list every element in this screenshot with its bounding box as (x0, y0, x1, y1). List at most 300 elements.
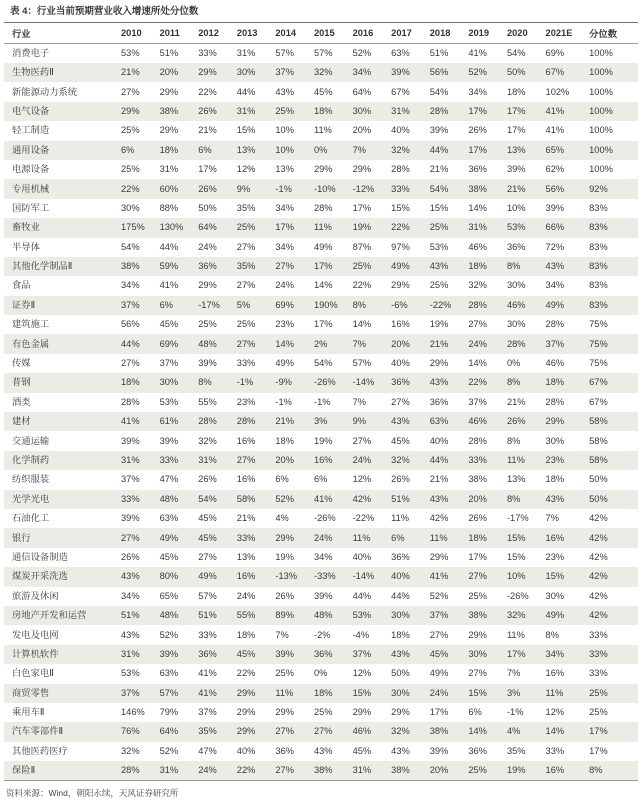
percentile-cell: 17% (589, 726, 608, 737)
growth-rate-cell: 39% (198, 358, 217, 369)
growth-rate-cell: 23% (545, 455, 565, 465)
growth-rate-cell: 55% (236, 610, 256, 621)
growth-rate-cell: 41% (198, 668, 217, 679)
growth-rate-cell: -4% (352, 629, 370, 640)
growth-rate-cell: 29% (391, 280, 410, 291)
growth-rate-cell: 19% (500, 761, 539, 781)
growth-rate-cell: 23% (545, 551, 565, 562)
growth-rate-cell: -22% (352, 513, 375, 524)
growth-rate-cell: 14% (545, 726, 565, 737)
table-row (4, 121, 638, 140)
growth-rate-cell: 34% (545, 648, 565, 659)
growth-rate-cell: 11% (313, 125, 332, 136)
industry-cell: 普钢 (12, 377, 31, 388)
column-header-year: 2019 (461, 23, 500, 44)
growth-rate-cell: 25% (429, 222, 449, 233)
growth-rate-cell: 46% (468, 416, 487, 427)
growth-rate-cell: 29% (159, 125, 179, 136)
column-header-year: 2015 (307, 23, 346, 44)
growth-rate-cell: 44% (352, 590, 372, 601)
growth-rate-cell: 29% (352, 164, 372, 175)
growth-rate-cell: 33% (391, 183, 410, 194)
growth-rate-cell: 14% (313, 280, 333, 291)
growth-rate-cell: 33% (236, 532, 256, 543)
table-row (4, 238, 638, 257)
growth-rate-cell: 25% (429, 280, 449, 291)
industry-revenue-growth-table (4, 22, 638, 781)
table-row (4, 451, 638, 470)
growth-rate-cell: 64% (198, 222, 217, 233)
growth-rate-cell: 25% (275, 105, 294, 116)
growth-rate-cell: 30% (391, 610, 410, 621)
industry-cell: 银行 (12, 532, 31, 543)
growth-rate-cell: 20% (352, 125, 372, 136)
industry-cell: 新能源动力系统 (12, 86, 78, 97)
table-row (4, 742, 638, 761)
growth-rate-cell: 44% (391, 590, 410, 601)
industry-cell: 建材 (12, 416, 31, 427)
growth-rate-cell: 31% (346, 761, 385, 781)
growth-rate-cell: 28% (545, 319, 565, 330)
percentile-cell: 33% (589, 648, 608, 659)
growth-rate-cell: 37% (468, 396, 487, 407)
growth-rate-cell: 25% (236, 222, 256, 233)
growth-rate-cell: 45% (236, 648, 256, 659)
growth-rate-cell: 16% (313, 455, 333, 465)
growth-rate-cell: 45% (391, 435, 410, 446)
growth-rate-cell: 10% (275, 144, 294, 155)
growth-rate-cell: 28% (506, 338, 526, 349)
growth-rate-cell: 33% (198, 48, 217, 58)
growth-rate-cell: 44% (429, 144, 449, 155)
growth-rate-cell: 64% (352, 86, 372, 97)
growth-rate-cell: 39% (275, 648, 294, 659)
growth-rate-cell: 11% (506, 629, 525, 640)
growth-rate-cell: 22% (236, 668, 256, 679)
table-row (4, 470, 638, 489)
growth-rate-cell: 43% (121, 629, 140, 640)
growth-rate-cell: 27% (236, 455, 256, 465)
growth-rate-cell: 41% (121, 416, 140, 427)
growth-rate-cell: -13% (275, 571, 298, 582)
industry-cell: 白色家电Ⅱ (12, 668, 54, 679)
growth-rate-cell: -17% (506, 513, 529, 524)
growth-rate-cell: 37% (198, 707, 217, 718)
growth-rate-cell: 28% (313, 202, 333, 213)
growth-rate-cell: 49% (545, 610, 565, 621)
growth-rate-cell: 11% (506, 455, 525, 465)
growth-rate-cell: 66% (545, 222, 565, 233)
growth-rate-cell: 6% (275, 474, 289, 485)
table-row (4, 44, 638, 64)
growth-rate-cell: 8% (506, 377, 521, 388)
growth-rate-cell: -26% (313, 513, 336, 524)
growth-rate-cell: 12% (545, 707, 565, 718)
growth-rate-cell: 17% (275, 222, 294, 233)
growth-rate-cell: 24% (313, 532, 333, 543)
growth-rate-cell: 31% (468, 222, 487, 233)
growth-rate-cell: 6% (121, 144, 135, 155)
growth-rate-cell: 28% (114, 761, 153, 781)
growth-rate-cell: 29% (313, 164, 333, 175)
growth-rate-cell: 25% (468, 590, 487, 601)
growth-rate-cell: 26% (391, 474, 410, 485)
percentile-cell: 83% (589, 280, 608, 291)
growth-rate-cell: 22% (198, 86, 217, 97)
industry-cell: 保险Ⅱ (4, 761, 114, 781)
growth-rate-cell: 40% (236, 745, 256, 756)
column-header-year: 2013 (230, 23, 269, 44)
growth-rate-cell: 47% (198, 745, 217, 756)
percentile-cell: 25% (589, 707, 608, 718)
growth-rate-cell: 6% (198, 144, 212, 155)
growth-rate-cell: 18% (391, 629, 410, 640)
growth-rate-cell: 49% (159, 532, 179, 543)
growth-rate-cell: 33% (121, 493, 140, 504)
growth-rate-cell: 89% (275, 610, 294, 621)
growth-rate-cell: 36% (275, 745, 294, 756)
growth-rate-cell: 15% (352, 687, 372, 698)
growth-rate-cell: 45% (313, 86, 333, 97)
growth-rate-cell: 20% (468, 493, 487, 504)
percentile-cell: 67% (589, 396, 608, 407)
growth-rate-cell: 49% (198, 571, 217, 582)
growth-rate-cell: 72% (545, 241, 565, 252)
growth-rate-cell: 60% (159, 183, 179, 194)
growth-rate-cell: 35% (506, 745, 526, 756)
growth-rate-cell: 52% (159, 745, 179, 756)
growth-rate-cell: 27% (121, 86, 140, 97)
growth-rate-cell: -2% (313, 629, 331, 640)
percentile-cell: 50% (589, 474, 608, 485)
growth-rate-cell: 69% (275, 299, 294, 310)
growth-rate-cell: 31% (153, 761, 192, 781)
growth-rate-cell: 32% (468, 280, 487, 291)
industry-cell: 纺织服装 (12, 474, 50, 485)
growth-rate-cell: 56% (429, 67, 449, 78)
growth-rate-cell: 33% (468, 455, 487, 465)
growth-rate-cell: 29% (198, 280, 217, 291)
growth-rate-cell: 22% (391, 222, 410, 233)
growth-rate-cell: 17% (198, 164, 217, 175)
percentile-cell: 83% (589, 299, 608, 310)
table-row (4, 218, 638, 237)
industry-cell: 轻工制造 (12, 125, 50, 136)
growth-rate-cell: 36% (198, 261, 217, 272)
growth-rate-cell: 53% (121, 48, 140, 58)
growth-rate-cell: 20% (423, 761, 462, 781)
growth-rate-cell: 28% (236, 416, 256, 427)
growth-rate-cell: 49% (429, 668, 449, 679)
growth-rate-cell: 7% (352, 338, 366, 349)
growth-rate-cell: 0% (506, 358, 521, 369)
column-header-year: 2016 (346, 23, 385, 44)
growth-rate-cell: 46% (352, 726, 372, 737)
growth-rate-cell: 40% (391, 125, 410, 136)
growth-rate-cell: 7% (275, 629, 289, 640)
growth-rate-cell: 13% (236, 144, 256, 155)
growth-rate-cell: 38% (384, 761, 423, 781)
growth-rate-cell: 41% (545, 125, 565, 136)
growth-rate-cell: 34% (275, 202, 294, 213)
growth-rate-cell: 42% (429, 513, 449, 524)
growth-rate-cell: 38% (159, 105, 179, 116)
growth-rate-cell: 16% (391, 319, 410, 330)
growth-rate-cell: 57% (313, 48, 333, 58)
growth-rate-cell: 57% (352, 358, 372, 369)
growth-rate-cell: 10% (506, 571, 526, 582)
growth-rate-cell: 43% (313, 745, 333, 756)
growth-rate-cell: 43% (391, 745, 410, 756)
table-row (4, 509, 638, 528)
growth-rate-cell: 45% (159, 551, 179, 562)
percentile-cell: 17% (589, 745, 608, 756)
growth-rate-cell: 34% (313, 551, 333, 562)
table-row (4, 528, 638, 547)
growth-rate-cell: 13% (506, 474, 526, 485)
growth-rate-cell: 27% (121, 532, 140, 543)
growth-rate-cell: 51% (198, 610, 217, 621)
percentile-cell: 42% (589, 551, 608, 562)
growth-rate-cell: 25% (313, 707, 333, 718)
growth-rate-cell: 27% (236, 241, 256, 252)
growth-rate-cell: 49% (313, 241, 333, 252)
growth-rate-cell: 43% (545, 261, 565, 272)
growth-rate-cell: 26% (198, 474, 217, 485)
growth-rate-cell: 14% (275, 338, 294, 349)
growth-rate-cell: -12% (352, 183, 375, 194)
growth-rate-cell: 32% (313, 67, 333, 78)
percentile-cell: 100% (589, 144, 613, 155)
industry-cell: 电气设备 (12, 105, 50, 116)
industry-cell: 房地产开发和运营 (12, 610, 87, 621)
growth-rate-cell: 30% (391, 687, 410, 698)
table-title: 表 4：行业当前预期营业收入增速所处分位数 (10, 6, 199, 17)
column-header-year: 2017 (384, 23, 423, 44)
growth-rate-cell: 4% (275, 513, 289, 524)
industry-cell: 石油化工 (12, 513, 50, 524)
growth-rate-cell: 34% (121, 590, 140, 601)
growth-rate-cell: 21% (429, 474, 449, 485)
growth-rate-cell: 24% (429, 687, 449, 698)
growth-rate-cell: 13% (236, 551, 256, 562)
industry-cell: 发电及电网 (12, 629, 59, 640)
growth-rate-cell: 31% (159, 164, 179, 175)
percentile-cell: 75% (589, 358, 608, 369)
growth-rate-cell: 7% (545, 513, 559, 524)
growth-rate-cell: -6% (391, 299, 408, 310)
industry-cell: 专用机械 (12, 183, 50, 194)
growth-rate-cell: 46% (468, 241, 487, 252)
growth-rate-cell: 69% (159, 338, 179, 349)
growth-rate-cell: 30% (236, 67, 256, 78)
table-row (4, 296, 638, 315)
growth-rate-cell: 21% (506, 183, 526, 194)
growth-rate-cell: 36% (506, 241, 526, 252)
growth-rate-cell: 26% (121, 551, 140, 562)
growth-rate-cell: 22% (468, 377, 487, 388)
growth-rate-cell: 41% (468, 48, 487, 58)
growth-rate-cell: 53% (506, 222, 526, 233)
growth-rate-cell: 18% (275, 435, 294, 446)
growth-rate-cell: 8% (506, 493, 521, 504)
growth-rate-cell: 16% (545, 532, 565, 543)
percentile-cell: 42% (589, 513, 608, 524)
percentile-cell: 83% (589, 222, 608, 233)
growth-rate-cell: 43% (545, 493, 565, 504)
table-row (4, 490, 638, 509)
growth-rate-cell: 47% (159, 474, 179, 485)
growth-rate-cell: 30% (468, 648, 487, 659)
growth-rate-cell: 14% (352, 319, 372, 330)
growth-rate-cell: 5% (236, 299, 251, 310)
percentile-cell: 58% (589, 416, 608, 427)
growth-rate-cell: 34% (352, 67, 372, 78)
growth-rate-cell: 20% (275, 455, 294, 465)
growth-rate-cell: 79% (159, 707, 179, 718)
growth-rate-cell: 23% (236, 396, 256, 407)
growth-rate-cell: 67% (391, 86, 410, 97)
growth-rate-cell: 37% (121, 687, 140, 698)
growth-rate-cell: 44% (429, 455, 449, 465)
growth-rate-cell: -1% (236, 377, 254, 388)
percentile-cell: 42% (589, 590, 608, 601)
industry-cell: 商贸零售 (12, 687, 50, 698)
growth-rate-cell: 32% (121, 745, 140, 756)
growth-rate-cell: -33% (313, 571, 336, 582)
growth-rate-cell: 27% (275, 261, 294, 272)
growth-rate-cell: 49% (545, 299, 565, 310)
growth-rate-cell: 38% (307, 761, 346, 781)
growth-rate-cell: -26% (506, 590, 529, 601)
growth-rate-cell: 25% (461, 761, 500, 781)
growth-rate-cell: 146% (121, 707, 145, 718)
growth-rate-cell: 33% (159, 455, 179, 465)
industry-cell: 化学制药 (12, 455, 50, 465)
growth-rate-cell: 29% (236, 707, 256, 718)
growth-rate-cell: 80% (159, 571, 179, 582)
growth-rate-cell: 24% (198, 241, 217, 252)
growth-rate-cell: 39% (429, 745, 449, 756)
growth-rate-cell: 27% (198, 551, 217, 562)
growth-rate-cell: -26% (313, 377, 336, 388)
industry-cell: 通用设备 (12, 144, 50, 155)
industry-cell: 计算机软件 (12, 648, 59, 659)
growth-rate-cell: 29% (121, 105, 140, 116)
growth-rate-cell: 29% (545, 416, 565, 427)
growth-rate-cell: 15% (236, 125, 256, 136)
growth-rate-cell: 11% (391, 513, 410, 524)
growth-rate-cell: 36% (429, 396, 449, 407)
growth-rate-cell: -1% (275, 183, 292, 194)
table-row (4, 276, 638, 295)
growth-rate-cell: 36% (198, 648, 217, 659)
growth-rate-cell: 34% (468, 86, 487, 97)
growth-rate-cell: 53% (352, 610, 372, 621)
table-row (4, 141, 638, 160)
growth-rate-cell: 63% (159, 668, 179, 679)
growth-rate-cell: 11% (352, 532, 371, 543)
growth-rate-cell: 36% (468, 745, 487, 756)
growth-rate-cell: 26% (198, 183, 217, 194)
growth-rate-cell: 35% (236, 261, 256, 272)
growth-rate-cell: 6% (159, 299, 174, 310)
growth-rate-cell: 17% (313, 261, 333, 272)
growth-rate-cell: 52% (352, 48, 372, 58)
growth-rate-cell: 36% (391, 377, 410, 388)
growth-rate-cell: 27% (121, 358, 140, 369)
industry-cell: 汽车零部件Ⅱ (12, 726, 64, 737)
table-row (4, 63, 638, 82)
table-row (4, 703, 638, 722)
growth-rate-cell: 35% (198, 726, 217, 737)
growth-rate-cell: 64% (159, 726, 179, 737)
growth-rate-cell: 51% (159, 48, 179, 58)
growth-rate-cell: 34% (545, 280, 565, 291)
growth-rate-cell: 16% (236, 474, 256, 485)
growth-rate-cell: 12% (352, 474, 372, 485)
growth-rate-cell: 25% (198, 319, 217, 330)
growth-rate-cell: 0% (313, 668, 328, 679)
growth-rate-cell: 27% (268, 761, 307, 781)
growth-rate-cell: 15% (391, 202, 410, 213)
growth-rate-cell: 28% (545, 396, 565, 407)
growth-rate-cell: 15% (506, 551, 526, 562)
growth-rate-cell: 51% (391, 493, 410, 504)
column-header-year: 2014 (268, 23, 307, 44)
growth-rate-cell: 50% (391, 668, 410, 679)
growth-rate-cell: 19% (352, 222, 372, 233)
percentile-cell: 92% (589, 183, 608, 194)
growth-rate-cell: 50% (198, 202, 217, 213)
growth-rate-cell: 38% (429, 726, 449, 737)
table-row (4, 354, 638, 373)
growth-rate-cell: 48% (313, 610, 333, 621)
growth-rate-cell: 17% (506, 105, 526, 116)
growth-rate-cell: 39% (391, 67, 410, 78)
growth-rate-cell: 27% (352, 435, 372, 446)
growth-rate-cell: 2% (313, 338, 328, 349)
growth-rate-cell: 51% (121, 610, 140, 621)
growth-rate-cell: 43% (429, 493, 449, 504)
growth-rate-cell: 59% (159, 261, 179, 272)
growth-rate-cell: 26% (198, 105, 217, 116)
growth-rate-cell: 37% (121, 299, 140, 310)
growth-rate-cell: 54% (506, 48, 526, 58)
industry-cell: 光学光电 (12, 493, 50, 504)
growth-rate-cell: 190% (313, 299, 338, 310)
growth-rate-cell: 6% (313, 474, 328, 485)
growth-rate-cell: 43% (275, 86, 294, 97)
table-row (4, 412, 638, 431)
growth-rate-cell: 31% (236, 105, 256, 116)
growth-rate-cell: 41% (313, 493, 333, 504)
growth-rate-cell: 44% (236, 86, 256, 97)
growth-rate-cell: 44% (121, 338, 140, 349)
growth-rate-cell: 21% (121, 67, 140, 78)
growth-rate-cell: 35% (236, 202, 256, 213)
growth-rate-cell: 43% (391, 648, 410, 659)
growth-rate-cell: 57% (198, 590, 217, 601)
growth-rate-cell: 30% (352, 105, 372, 116)
growth-rate-cell: 87% (352, 241, 372, 252)
growth-rate-cell: 29% (159, 86, 179, 97)
growth-rate-cell: 25% (121, 164, 140, 175)
growth-rate-cell: 21% (198, 125, 217, 136)
growth-rate-cell: 43% (429, 377, 449, 388)
growth-rate-cell: 27% (468, 571, 487, 582)
growth-rate-cell: 24% (191, 761, 230, 781)
